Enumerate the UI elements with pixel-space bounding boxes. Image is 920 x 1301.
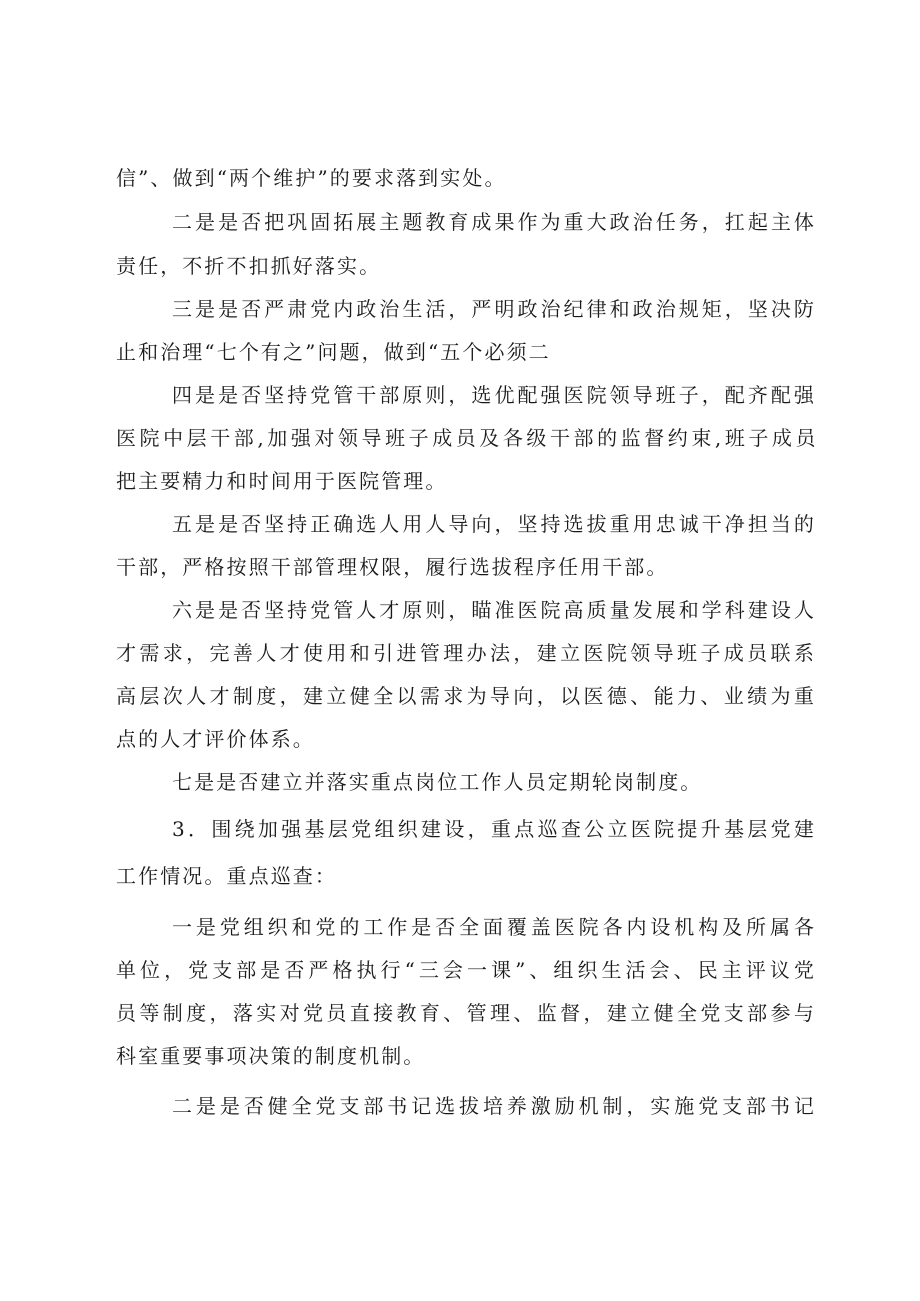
text-line: 责任，不折不扣抓好落实。 xyxy=(116,254,382,278)
text-line: 二是是否健全党支部书记选拔培养激励机制，实施党支部书记 xyxy=(172,1094,816,1118)
text-line: 医院中层干部,加强对领导班子成员及各级干部的监督约束,班子成员 xyxy=(116,426,816,450)
text-line: 二是是否把巩固拓展主题教育成果作为重大政治任务，扛起主体 xyxy=(172,210,816,234)
text-line: 信”、做到“两个维护”的要求落到实处。 xyxy=(116,166,507,190)
text-line: 单位，党支部是否严格执行“三会一课”、组织生活会、民主评议党 xyxy=(116,958,816,982)
text-line: 工作情况。重点巡查： xyxy=(116,864,337,888)
text-line: 五是是否坚持正确选人用人导向，坚持选拔重用忠诚干净担当的 xyxy=(172,512,816,536)
text-line: 七是是否建立并落实重点岗位工作人员定期轮岗制度。 xyxy=(172,770,703,794)
text-line: 把主要精力和时间用于医院管理。 xyxy=(116,469,448,493)
text-line: 止和治理“七个有之”问题，做到“五个必须二 xyxy=(116,340,551,364)
text-line: 科室重要事项决策的制度机制。 xyxy=(116,1044,426,1068)
text-line: 干部，严格按照干部管理权限，履行选拔程序任用干部。 xyxy=(116,555,669,579)
text-line: 高层次人才制度，建立健全以需求为导向，以医德、能力、业绩为重 xyxy=(116,684,816,708)
text-line: 才需求，完善人才使用和引进管理办法，建立医院领导班子成员联系 xyxy=(116,641,816,665)
text-line: 四是是否坚持党管干部原则，选优配强医院领导班子，配齐配强 xyxy=(172,383,816,407)
text-line: 一是党组织和党的工作是否全面覆盖医院各内设机构及所属各 xyxy=(172,915,816,939)
section-heading: 3．围绕加强基层党组织建设，重点巡查公立医院提升基层党建 xyxy=(172,817,816,841)
text-line: 员等制度，落实对党员直接教育、管理、监督，建立健全党支部参与 xyxy=(116,1001,816,1025)
text-line: 六是是否坚持党管人才原则，瞄准医院高质量发展和学科建设人 xyxy=(172,598,816,622)
text-line: 三是是否严肃党内政治生活，严明政治纪律和政治规矩，坚决防 xyxy=(172,297,816,321)
text-line: 点的人才评价体系。 xyxy=(116,727,315,751)
